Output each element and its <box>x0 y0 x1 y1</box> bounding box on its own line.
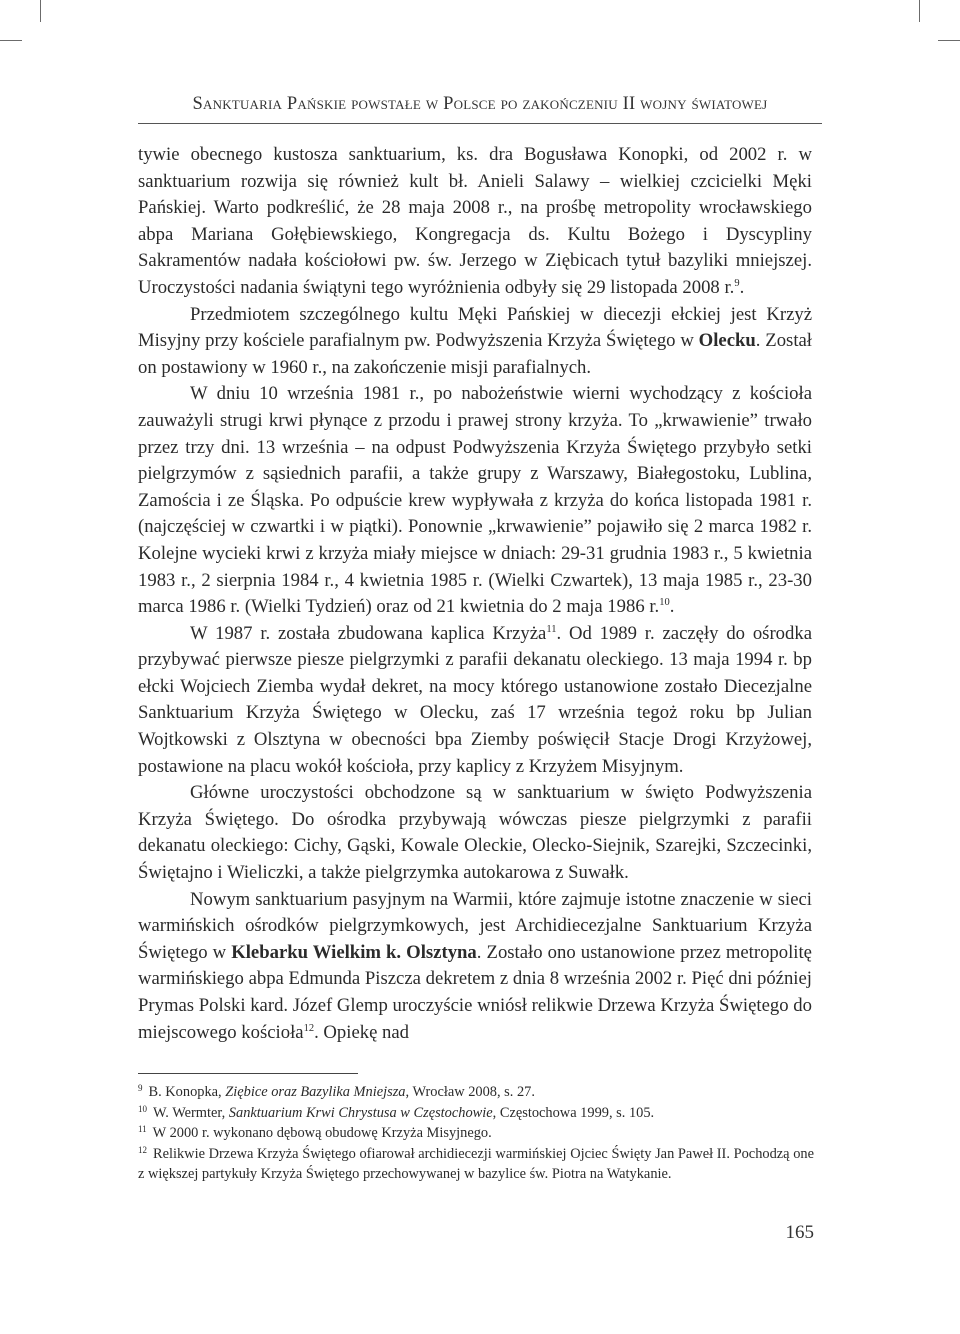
crop-mark-top-left <box>40 0 41 22</box>
paragraph <box>138 142 812 302</box>
text-run: W 2000 r. wykonano dębową obudowę Krzyża Misyjnego. <box>152 1125 492 1141</box>
footnotes <box>138 1082 814 1185</box>
footnote-number: 9 <box>138 1083 143 1093</box>
text-run: W 1987 r. została zbudowana kaplica Krzyża <box>190 622 547 644</box>
footnote-number: 11 <box>138 1124 147 1134</box>
text-run: . <box>669 596 675 618</box>
footnote <box>138 1144 814 1185</box>
text-run: , Wrocław 2008, s. 27. <box>405 1084 535 1100</box>
crop-mark-left-top <box>0 40 22 41</box>
text-run: B. Konopka, <box>148 1084 226 1100</box>
text-run: . Został on postawiony w 1960 r., na zakończenie misji parafialnych. <box>138 330 812 378</box>
crop-mark-right-top <box>938 40 960 41</box>
place-name: Klebarku Wielkim k. Olsztyna <box>231 941 477 963</box>
paragraph <box>138 302 812 382</box>
text-run: . Opiekę nad <box>314 1021 410 1043</box>
text-run: W. Wermter, <box>153 1104 229 1121</box>
text-run: . Zostało ono ustanowione przez metropolitę warmińskiego abpa Edmunda Piszcza dekretem z dnia 8 września 2002 r. Pięć dni później Prymas Polski kard. Józef Glemp uroczyście wniósł relikwie Drzewa Krzyża Świętego do miejscowego kościoła <box>138 941 812 1043</box>
footnote-ref: 11 <box>546 623 557 635</box>
footnote <box>138 1123 814 1144</box>
paragraph <box>138 381 812 620</box>
text-run: Relikwie Drzewa Krzyża Świętego ofiarował archidiecezji warmińskiej Ojciec Święty Jan Paweł II. Pochodzą one z większej partykuły Krzyża Świętego przechowywanej w bazylice św. Piotra na Watykanie. <box>138 1145 814 1182</box>
text-run: Przedmiotem szczególnego kultu Męki Pańskiej w diecezji ełckiej jest Krzyż Misyjny przy kościele parafialnym pw. Podwyższenia Krzyża Świętego w <box>138 303 812 352</box>
body-text <box>138 142 812 1046</box>
footnote-rule <box>138 1073 358 1074</box>
paragraph <box>138 621 812 781</box>
paragraph <box>138 780 812 886</box>
header-rule <box>138 123 822 124</box>
footnote-ref: 10 <box>659 597 670 609</box>
page-number: 165 <box>785 1222 814 1243</box>
place-name: Olecku <box>698 330 756 352</box>
crop-mark-top-right <box>919 0 920 22</box>
footnote-ref: 12 <box>303 1022 315 1034</box>
text-run: . <box>739 276 745 298</box>
text-run: tywie obecnego kustosza sanktuarium, ks. dra Bogusława Konopki, od 2002 r. w sanktuarium rozwija się również kult bł. Anieli Salawy – wielkiej czcicielki Męki Pańskiej. Warto podkreślić, że 28 maja 2008 r., na prośbę metropolity wrocławskiego abpa Mariana Gołębiewskiego, Kongregacja ds. Kultu Bożego i Dyscypliny Sakramentów nadała kościołowi pw. św. Jerzego w Ziębicach tytuł bazyliki mniejszej. Uroczystości nadania świątyni tego wyróżnienia odbyły się 29 listopada 2008 r. <box>138 144 812 298</box>
text-run: W dniu 10 września 1981 r., po nabożeństwie wierni wychodzący z kościoła zauważyli strugi krwi płynące z przodu i prawej strony krzyża. To „krwawienie” trwało przez trzy dni. 13 września – na odpust Podwyższenia Krzyża Świętego przybyło setki pielgrzymów z sąsiednich parafii, a także grupy z Warszawy, Białegostoku, Lublina, Zamościa i ze Śląska. Po odpuście krew wypływała z krzyża do końca listopada 1981 r. (najczęściej w czwartki i w piątki). Ponownie „krwawienie” pojawiło się 2 marca 1982 r. Kolejne wycieki krwi z krzyża miały miejsce w dniach: 29-31 grudnia 1983 r., 5 kwietnia 1983 r., 2 sierpnia 1984 r., 4 kwietnia 1985 r. (Wielki Czwartek), 13 maja 1985 r., 23-30 marca 1986 r. (Wielki Tydzień) oraz od 21 kwietnia do 2 maja 1986 r. <box>138 383 812 618</box>
footnote-ref: 9 <box>734 277 740 289</box>
footnote-number: 12 <box>138 1144 147 1155</box>
text-run: . Od 1989 r. zaczęły do ośrodka przybywać pierwsze piesze pielgrzymki z parafii dekanatu oleckiego. 13 maja 1994 r. bp ełcki Wojciech Ziemba wydał dekret, na mocy którego ustanowione zostało Diecezjalne Sanktuarium Krzyża Świętego w Olecku, zaś 17 września tegoż roku bp Julian Wojtkowski z Olsztyna w obecności bpa Ziemby poświęcił Stacje Drogi Krzyżowej, postawione na placu wokół kościoła, przy kaplicy z Krzyżem Misyjnym. <box>138 622 812 777</box>
work-title: Sanktuarium Krwi Chrystusa w Częstochowie <box>228 1104 493 1121</box>
work-title: Ziębice oraz Bazylika Mniejsza <box>225 1084 406 1100</box>
text-run: Główne uroczystości obchodzone są w sanktuarium w święto Podwyższenia Krzyża Świętego. Do ośrodka przybywają wówczas piesze pielgrzymki z parafii dekanatu oleckiego: Cichy, Gąski, Kowale Oleckie, Olecko-Siejnik, Szarejki, Szczecinki, Świętajno i Wieliczki, a także pielgrzymka autokarowa z Suwałk. <box>138 782 812 884</box>
text-run: , Częstochowa 1999, s. 105. <box>492 1104 655 1121</box>
footnote-number: 10 <box>138 1103 147 1114</box>
paragraph <box>138 887 812 1047</box>
footnote <box>138 1082 814 1103</box>
footnote <box>138 1103 814 1124</box>
running-head: Sanktuaria Pańskie powstałe w Polsce po zakończeniu II wojny światowej <box>192 94 768 114</box>
text-run: Nowym sanktuarium pasyjnym na Warmii, które zajmuje istotne znaczenie w sieci warmińskich ośrodków pielgrzymkowych, jest Archidiecezjalne Sanktuarium Krzyża Świętego w <box>138 888 812 963</box>
